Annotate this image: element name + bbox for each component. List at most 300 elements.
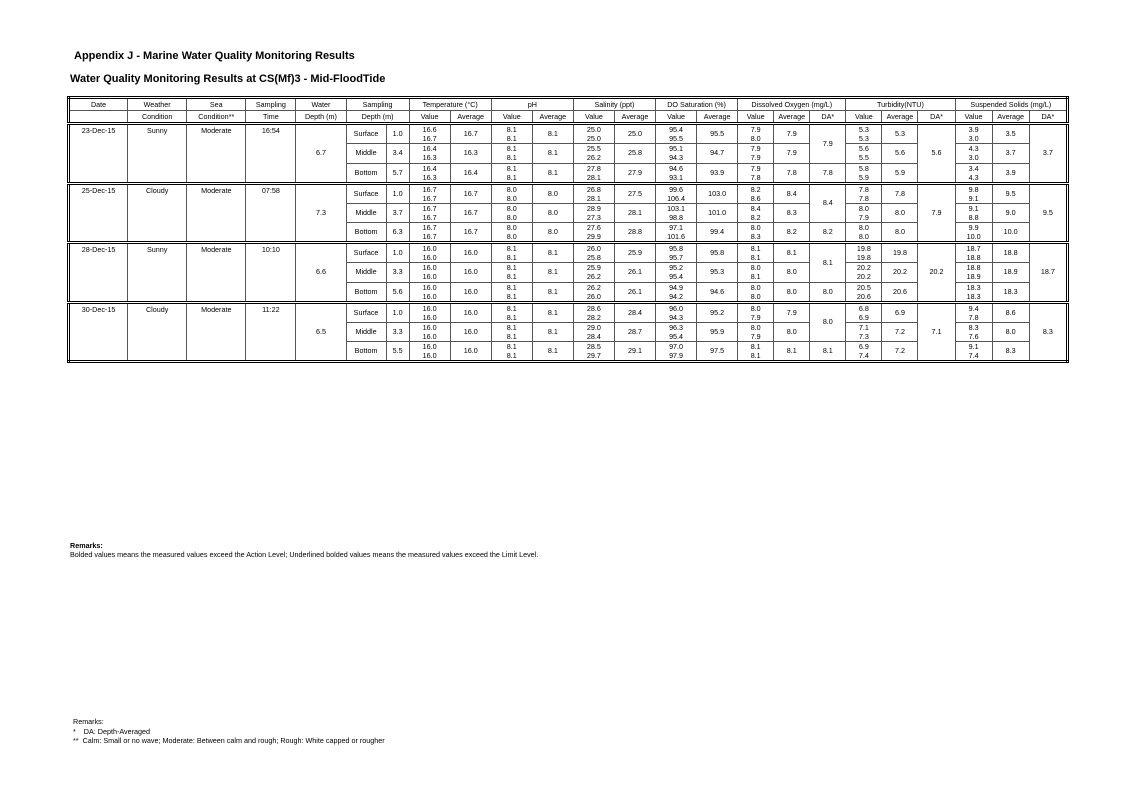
turbidity-values: [846, 183, 882, 203]
temperature-values-reading: 16.7: [422, 193, 437, 203]
remarks-bottom-line1: * DA: Depth-Averaged: [73, 726, 150, 736]
sampling-level-cell: Bottom: [346, 342, 386, 362]
salinity-values: [573, 322, 614, 342]
ph-average: 8.1: [532, 342, 573, 362]
do-saturation-values-reading: 94.3: [669, 153, 684, 163]
date-cell: 30-Dec-15: [69, 302, 128, 362]
turbidity-values: [846, 223, 882, 243]
ph-values: [491, 282, 532, 302]
salinity-values: [573, 243, 614, 263]
salinity-values: [573, 183, 614, 203]
sampling-depth-cell: 3.3: [386, 322, 409, 342]
dissolved-oxygen-values-reading: 8.1: [750, 244, 761, 253]
salinity-values-reading: 26.0: [586, 244, 601, 253]
temperature-values: [409, 124, 450, 144]
sampling-depth-cell: 6.3: [386, 223, 409, 243]
turbidity-da: 7.1: [918, 302, 955, 362]
temperature-average: 16.0: [450, 302, 491, 322]
turbidity-values-reading: 8.0: [858, 203, 869, 213]
turbidity-average: 20.6: [882, 282, 918, 302]
salinity-values: [573, 282, 614, 302]
sampling-level-cell: Bottom: [346, 223, 386, 243]
sub-average: Average: [774, 111, 810, 124]
ph-values-reading: 8.1: [506, 263, 517, 273]
ph-values: [491, 144, 532, 164]
do-saturation-values: [656, 203, 697, 223]
turbidity-values: [846, 302, 882, 322]
do-saturation-values: [656, 183, 697, 203]
turbidity-values-reading: 6.9: [858, 312, 869, 322]
suspended-solids-values-reading: 9.8: [968, 184, 979, 194]
ph-values: [491, 203, 532, 223]
dissolved-oxygen-values-reading: 8.6: [750, 193, 761, 203]
turbidity-average: 6.9: [882, 302, 918, 322]
salinity-average: 28.1: [614, 203, 655, 223]
suspended-solids-values-reading: 7.6: [968, 331, 979, 341]
temperature-values-reading: 16.0: [422, 322, 437, 332]
header-row-1: [69, 98, 1068, 111]
dissolved-oxygen-da-bottom: 8.2: [810, 223, 846, 243]
ph-values: [491, 322, 532, 342]
suspended-solids-values: [955, 124, 992, 144]
suspended-solids-average: 3.7: [992, 144, 1029, 164]
ph-values: [491, 183, 532, 203]
sub-da: DA*: [1029, 111, 1067, 124]
turbidity-da: 5.6: [918, 124, 955, 184]
temperature-values-reading: 16.0: [422, 303, 437, 313]
do-saturation-average: 95.5: [697, 124, 738, 144]
do-saturation-values: [656, 223, 697, 243]
turbidity-average: 5.6: [882, 144, 918, 164]
dissolved-oxygen-values-reading: 8.1: [750, 253, 761, 262]
salinity-values-reading: 27.6: [586, 223, 601, 232]
do-saturation-average: 93.9: [697, 163, 738, 183]
do-saturation-values-reading: 95.8: [669, 244, 684, 253]
turbidity-da: 20.2: [918, 243, 955, 303]
ph-average: 8.1: [532, 263, 573, 283]
salinity-values-reading: 28.4: [586, 331, 601, 341]
sampling-time-cell: 07:58: [246, 183, 296, 243]
ph-values-reading: 8.0: [506, 223, 517, 232]
date-cell: 25-Dec-15: [69, 183, 128, 243]
col-weather-header: Weather: [128, 98, 187, 111]
turbidity-values-reading: 6.8: [858, 303, 869, 313]
table-row: [69, 302, 1068, 322]
ph-values-reading: 8.1: [506, 144, 517, 154]
sampling-level-cell: Middle: [346, 263, 386, 283]
salinity-values-reading: 28.2: [586, 312, 601, 322]
do-saturation-values: [656, 163, 697, 183]
do-saturation-average: 94.7: [697, 144, 738, 164]
sampling-depth-cell: 1.0: [386, 243, 409, 263]
sub-average: Average: [992, 111, 1029, 124]
remarks-top-heading: Remarks:: [70, 541, 103, 550]
turbidity-values: [846, 342, 882, 362]
sampling-depth-cell: 5.6: [386, 282, 409, 302]
dissolved-oxygen-average: 7.9: [774, 302, 810, 322]
ph-values-reading: 8.1: [506, 134, 517, 143]
dissolved-oxygen-values-reading: 8.2: [750, 184, 761, 194]
salinity-values-reading: 28.9: [586, 203, 601, 213]
temperature-values-reading: 16.4: [422, 144, 437, 154]
water-depth-cell: 7.3: [296, 183, 346, 243]
temperature-values-reading: 16.6: [422, 125, 437, 134]
temperature-values-reading: 16.3: [422, 172, 437, 182]
sampling-depth-cell: 1.0: [386, 124, 409, 144]
col-sampling-depth-header: Sampling: [346, 98, 409, 111]
ph-values-reading: 8.1: [506, 342, 517, 351]
water-depth-cell: 6.6: [296, 243, 346, 303]
turbidity-values-reading: 19.8: [856, 244, 871, 253]
page-title: Appendix J - Marine Water Quality Monitoring Results: [74, 50, 355, 62]
sampling-level-cell: Middle: [346, 144, 386, 164]
suspended-solids-average: 8.6: [992, 302, 1029, 322]
ph-values-reading: 8.1: [506, 351, 517, 360]
temperature-average: 16.4: [450, 163, 491, 183]
sub-average: Average: [614, 111, 655, 124]
dissolved-oxygen-values-reading: 8.0: [750, 134, 761, 143]
temperature-values-reading: 16.7: [422, 134, 437, 143]
do-saturation-values: [656, 342, 697, 362]
salinity-values-reading: 26.2: [586, 153, 601, 163]
temperature-values: [409, 243, 450, 263]
sea-condition-cell: Moderate: [187, 302, 246, 362]
ph-values-reading: 8.1: [506, 291, 517, 301]
do-saturation-values-reading: 103.1: [667, 203, 686, 213]
temperature-values-reading: 16.0: [422, 291, 437, 301]
dissolved-oxygen-values-reading: 8.0: [750, 303, 761, 313]
turbidity-values-reading: 8.0: [858, 232, 869, 241]
sub-value: Value: [656, 111, 697, 124]
col-water-depth-sub: Depth (m): [296, 111, 346, 124]
col-do-saturation-header: DO Saturation (%): [656, 98, 738, 111]
sub-value: Value: [846, 111, 882, 124]
turbidity-average: 8.0: [882, 223, 918, 243]
do-saturation-average: 101.0: [697, 203, 738, 223]
do-saturation-values-reading: 94.3: [669, 312, 684, 322]
temperature-values-reading: 16.0: [422, 253, 437, 262]
sub-da: DA*: [918, 111, 955, 124]
suspended-solids-values-reading: 3.9: [968, 125, 979, 134]
temperature-values: [409, 302, 450, 322]
ph-values-reading: 8.1: [506, 163, 517, 173]
dissolved-oxygen-values: [738, 263, 774, 283]
dissolved-oxygen-average: 8.1: [774, 243, 810, 263]
turbidity-values-reading: 5.5: [858, 153, 869, 163]
sea-condition-cell: Moderate: [187, 243, 246, 303]
sampling-depth-cell: 1.0: [386, 183, 409, 203]
do-saturation-values-reading: 98.8: [669, 212, 684, 222]
sampling-level-cell: Middle: [346, 322, 386, 342]
water-quality-table: [67, 96, 1069, 363]
turbidity-values: [846, 243, 882, 263]
dissolved-oxygen-values: [738, 302, 774, 322]
salinity-values-reading: 26.0: [586, 291, 601, 301]
suspended-solids-values-reading: 3.0: [968, 134, 979, 143]
ph-values-reading: 8.0: [506, 212, 517, 222]
sampling-depth-cell: 5.7: [386, 163, 409, 183]
do-saturation-values: [656, 263, 697, 283]
dissolved-oxygen-values-reading: 8.1: [750, 351, 761, 360]
turbidity-average: 20.2: [882, 263, 918, 283]
temperature-average: 16.0: [450, 322, 491, 342]
sampling-level-cell: Surface: [346, 302, 386, 322]
date-cell: 28-Dec-15: [69, 243, 128, 303]
do-saturation-values: [656, 124, 697, 144]
ph-values: [491, 124, 532, 144]
ph-values: [491, 302, 532, 322]
turbidity-values-reading: 20.2: [856, 263, 871, 273]
salinity-average: 27.5: [614, 183, 655, 203]
temperature-average: 16.7: [450, 183, 491, 203]
ph-values-reading: 8.0: [506, 184, 517, 194]
temperature-values: [409, 203, 450, 223]
suspended-solids-values-reading: 18.8: [966, 263, 981, 273]
suspended-solids-values: [955, 342, 992, 362]
col-sampling-depth-sub: Depth (m): [346, 111, 409, 124]
sampling-time-cell: 10:10: [246, 243, 296, 303]
temperature-values: [409, 263, 450, 283]
do-saturation-values: [656, 144, 697, 164]
ph-values: [491, 263, 532, 283]
dissolved-oxygen-da: 8.1: [810, 243, 846, 283]
suspended-solids-values-reading: 3.0: [968, 153, 979, 163]
turbidity-average: 5.3: [882, 124, 918, 144]
suspended-solids-values-reading: 18.7: [966, 244, 981, 253]
salinity-values-reading: 28.1: [586, 172, 601, 182]
turbidity-average: 19.8: [882, 243, 918, 263]
sampling-depth-cell: 5.5: [386, 342, 409, 362]
dissolved-oxygen-values-reading: 7.9: [750, 153, 761, 163]
temperature-values-reading: 16.7: [422, 203, 437, 213]
do-saturation-values-reading: 97.9: [669, 351, 684, 360]
turbidity-values-reading: 5.9: [858, 172, 869, 182]
do-saturation-values-reading: 95.5: [669, 134, 684, 143]
ph-values-reading: 8.1: [506, 322, 517, 332]
sampling-depth-cell: 3.7: [386, 203, 409, 223]
do-saturation-values-reading: 95.4: [669, 331, 684, 341]
dissolved-oxygen-values: [738, 203, 774, 223]
ph-values-reading: 8.0: [506, 203, 517, 213]
col-time-sub: Time: [246, 111, 296, 124]
temperature-values-reading: 16.0: [422, 244, 437, 253]
turbidity-values-reading: 19.8: [856, 253, 871, 262]
turbidity-values-reading: 5.6: [858, 144, 869, 154]
do-saturation-values-reading: 94.2: [669, 291, 684, 301]
dissolved-oxygen-values: [738, 144, 774, 164]
sampling-level-cell: Surface: [346, 243, 386, 263]
do-saturation-values: [656, 302, 697, 322]
do-saturation-values-reading: 95.4: [669, 272, 684, 282]
do-saturation-values-reading: 101.6: [667, 232, 686, 241]
sampling-level-cell: Surface: [346, 183, 386, 203]
salinity-values-reading: 25.0: [586, 134, 601, 143]
dissolved-oxygen-da-bottom: 7.8: [810, 163, 846, 183]
dissolved-oxygen-average: 7.9: [774, 124, 810, 144]
dissolved-oxygen-values-reading: 8.0: [750, 282, 761, 292]
temperature-values: [409, 322, 450, 342]
salinity-values: [573, 203, 614, 223]
suspended-solids-average: 18.3: [992, 282, 1029, 302]
temperature-values-reading: 16.3: [422, 153, 437, 163]
sea-condition-cell: Moderate: [187, 124, 246, 184]
temperature-values-reading: 16.0: [422, 331, 437, 341]
dissolved-oxygen-values-reading: 8.0: [750, 223, 761, 232]
salinity-values-reading: 28.1: [586, 193, 601, 203]
salinity-values-reading: 25.8: [586, 253, 601, 262]
ph-values: [491, 342, 532, 362]
dissolved-oxygen-values: [738, 243, 774, 263]
turbidity-average: 7.2: [882, 342, 918, 362]
temperature-values: [409, 342, 450, 362]
remarks-top: [70, 541, 538, 559]
remarks-bottom: [73, 717, 385, 746]
suspended-solids-values-reading: 9.9: [968, 223, 979, 232]
turbidity-values-reading: 7.4: [858, 351, 869, 360]
salinity-average: 27.9: [614, 163, 655, 183]
salinity-average: 28.4: [614, 302, 655, 322]
ph-values: [491, 163, 532, 183]
water-depth-cell: 6.5: [296, 302, 346, 362]
ph-values: [491, 243, 532, 263]
dissolved-oxygen-average: 8.0: [774, 282, 810, 302]
ph-values-reading: 8.0: [506, 232, 517, 241]
remarks-top-text: Bolded values means the measured values exceed the Action Level; Underlined bolded values means the measured values exceed the Limit Level.: [70, 550, 539, 559]
salinity-values: [573, 342, 614, 362]
col-date-header: Date: [69, 98, 128, 111]
turbidity-values-reading: 5.8: [858, 163, 869, 173]
dissolved-oxygen-values: [738, 342, 774, 362]
turbidity-values-reading: 5.3: [858, 125, 869, 134]
do-saturation-average: 95.8: [697, 243, 738, 263]
temperature-values-reading: 16.0: [422, 351, 437, 360]
ph-values-reading: 8.1: [506, 125, 517, 134]
ph-values-reading: 8.1: [506, 272, 517, 282]
temperature-values: [409, 163, 450, 183]
suspended-solids-values-reading: 7.8: [968, 312, 979, 322]
sampling-level-cell: Surface: [346, 124, 386, 144]
turbidity-values-reading: 7.3: [858, 331, 869, 341]
do-saturation-average: 95.3: [697, 263, 738, 283]
sub-average: Average: [697, 111, 738, 124]
turbidity-average: 7.8: [882, 183, 918, 203]
turbidity-values-reading: 20.2: [856, 272, 871, 282]
suspended-solids-values-reading: 9.4: [968, 303, 979, 313]
table-title: Water Quality Monitoring Results at CS(Mf)3 - Mid-FloodTide: [70, 73, 386, 85]
do-saturation-values-reading: 96.3: [669, 322, 684, 332]
sampling-level-cell: Middle: [346, 203, 386, 223]
suspended-solids-values-reading: 18.3: [966, 291, 981, 301]
dissolved-oxygen-average: 8.3: [774, 203, 810, 223]
temperature-values-reading: 16.7: [422, 223, 437, 232]
ph-average: 8.1: [532, 243, 573, 263]
temperature-average: 16.3: [450, 144, 491, 164]
do-saturation-average: 95.9: [697, 322, 738, 342]
turbidity-average: 5.9: [882, 163, 918, 183]
temperature-values-reading: 16.0: [422, 272, 437, 282]
dissolved-oxygen-values-reading: 8.1: [750, 342, 761, 351]
sub-value: Value: [491, 111, 532, 124]
do-saturation-values-reading: 93.1: [669, 172, 684, 182]
suspended-solids-values: [955, 144, 992, 164]
temperature-average: 16.7: [450, 203, 491, 223]
do-saturation-values-reading: 97.1: [669, 223, 684, 232]
col-temperature-header: Temperature (°C): [409, 98, 491, 111]
col-sea-header: Sea: [187, 98, 246, 111]
suspended-solids-values-reading: 4.3: [968, 172, 979, 182]
sub-average: Average: [450, 111, 491, 124]
temperature-average: 16.0: [450, 263, 491, 283]
suspended-solids-da: 9.5: [1029, 183, 1067, 243]
salinity-values-reading: 29.9: [586, 232, 601, 241]
header-row-2: [69, 111, 1068, 124]
dissolved-oxygen-average: 8.4: [774, 183, 810, 203]
dissolved-oxygen-average: 8.0: [774, 322, 810, 342]
dissolved-oxygen-da: 8.0: [810, 302, 846, 342]
ph-average: 8.0: [532, 183, 573, 203]
dissolved-oxygen-values-reading: 7.8: [750, 172, 761, 182]
salinity-values: [573, 124, 614, 144]
dissolved-oxygen-average: 8.0: [774, 263, 810, 283]
suspended-solids-da: 8.3: [1029, 302, 1067, 362]
salinity-average: 29.1: [614, 342, 655, 362]
dissolved-oxygen-da: 8.4: [810, 183, 846, 223]
do-saturation-values-reading: 95.4: [669, 125, 684, 134]
suspended-solids-values-reading: 4.3: [968, 144, 979, 154]
remarks-bottom-line2: ** Calm: Small or no wave; Moderate: Between calm and rough; Rough: White capped or rougher: [73, 736, 385, 745]
weather-cell: Cloudy: [128, 183, 187, 243]
dissolved-oxygen-values-reading: 7.9: [750, 144, 761, 154]
sampling-depth-cell: 3.3: [386, 263, 409, 283]
dissolved-oxygen-values-reading: 8.0: [750, 291, 761, 301]
do-saturation-values: [656, 243, 697, 263]
sampling-level-cell: Bottom: [346, 163, 386, 183]
turbidity-values-reading: 5.3: [858, 134, 869, 143]
ph-values-reading: 8.1: [506, 282, 517, 292]
sub-value: Value: [573, 111, 614, 124]
do-saturation-values-reading: 95.2: [669, 263, 684, 273]
salinity-values-reading: 29.0: [586, 322, 601, 332]
temperature-average: 16.7: [450, 124, 491, 144]
turbidity-da: 7.9: [918, 183, 955, 243]
salinity-average: 26.1: [614, 263, 655, 283]
dissolved-oxygen-values: [738, 282, 774, 302]
col-salinity-header: Salinity (ppt): [573, 98, 655, 111]
suspended-solids-values: [955, 282, 992, 302]
col-sampling-time-header: Sampling: [246, 98, 296, 111]
suspended-solids-values: [955, 183, 992, 203]
salinity-values-reading: 26.2: [586, 272, 601, 282]
dissolved-oxygen-values-reading: 8.0: [750, 263, 761, 273]
turbidity-values-reading: 7.8: [858, 193, 869, 203]
salinity-values-reading: 26.2: [586, 282, 601, 292]
suspended-solids-da: 18.7: [1029, 243, 1067, 303]
temperature-average: 16.0: [450, 342, 491, 362]
sampling-time-cell: 11:22: [246, 302, 296, 362]
ph-values: [491, 223, 532, 243]
suspended-solids-average: 9.0: [992, 203, 1029, 223]
dissolved-oxygen-values-reading: 7.9: [750, 331, 761, 341]
weather-cell: Sunny: [128, 243, 187, 303]
ph-average: 8.0: [532, 203, 573, 223]
suspended-solids-average: 8.0: [992, 322, 1029, 342]
suspended-solids-values-reading: 7.4: [968, 351, 979, 360]
turbidity-values: [846, 124, 882, 144]
salinity-average: 28.7: [614, 322, 655, 342]
weather-cell: Cloudy: [128, 302, 187, 362]
turbidity-values-reading: 6.9: [858, 342, 869, 351]
turbidity-values-reading: 7.9: [858, 212, 869, 222]
